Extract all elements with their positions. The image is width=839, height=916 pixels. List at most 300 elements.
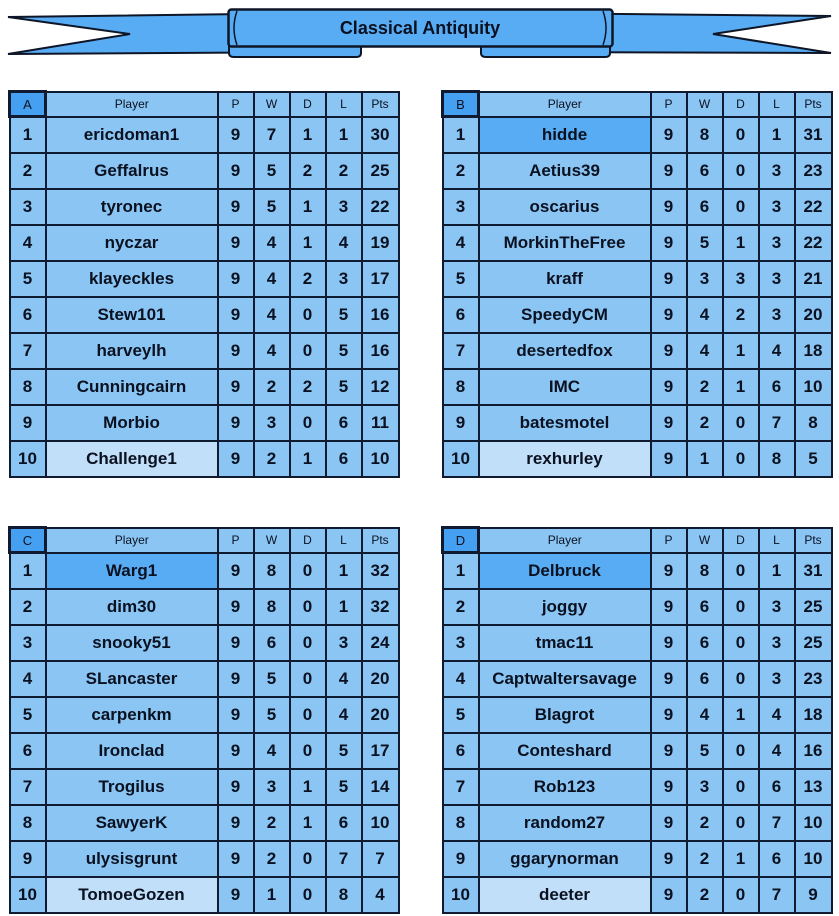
table-row (443, 297, 832, 333)
rank-cell: 10 (443, 877, 479, 913)
group-c-header (10, 528, 399, 553)
player-name-cell: SawyerK (46, 805, 218, 841)
wins-cell: 5 (687, 225, 723, 261)
player-name-cell: ulysisgrunt (46, 841, 218, 877)
points-cell: 20 (362, 697, 399, 733)
wins-cell: 2 (254, 369, 290, 405)
losses-cell: 7 (759, 805, 795, 841)
draws-cell: 0 (723, 553, 759, 590)
table-body (443, 117, 832, 478)
table-row (443, 877, 832, 913)
points-cell: 17 (362, 261, 399, 297)
rank-cell: 4 (443, 225, 479, 261)
played-cell: 9 (218, 261, 254, 297)
rank-cell: 3 (443, 189, 479, 225)
losses-column-header: L (759, 92, 795, 117)
losses-cell: 1 (326, 589, 362, 625)
player-name-cell: rexhurley (479, 441, 651, 477)
rank-cell: 1 (10, 553, 46, 590)
rank-cell: 9 (443, 405, 479, 441)
wins-column-header: W (254, 528, 290, 553)
draws-cell: 0 (723, 805, 759, 841)
draws-cell: 1 (290, 225, 326, 261)
draws-cell: 2 (290, 153, 326, 189)
losses-cell: 3 (759, 225, 795, 261)
wins-cell: 7 (254, 117, 290, 154)
points-cell: 10 (795, 805, 832, 841)
table-row (10, 877, 399, 913)
draws-cell: 2 (290, 261, 326, 297)
wins-cell: 5 (254, 661, 290, 697)
rank-cell: 2 (443, 153, 479, 189)
player-name-cell: SpeedyCM (479, 297, 651, 333)
header-row (443, 528, 832, 553)
table-row (10, 369, 399, 405)
draws-column-header: D (723, 92, 759, 117)
losses-cell: 3 (759, 661, 795, 697)
player-name-cell: joggy (479, 589, 651, 625)
player-name-cell: SLancaster (46, 661, 218, 697)
played-cell: 9 (218, 553, 254, 590)
rank-cell: 8 (10, 369, 46, 405)
draws-cell: 1 (290, 441, 326, 477)
player-name-cell: klayeckles (46, 261, 218, 297)
rank-cell: 4 (10, 225, 46, 261)
losses-cell: 5 (326, 769, 362, 805)
player-name-cell: carpenkm (46, 697, 218, 733)
wins-cell: 4 (687, 697, 723, 733)
rank-cell: 10 (443, 441, 479, 477)
player-name-cell: dim30 (46, 589, 218, 625)
table-row (443, 153, 832, 189)
wins-cell: 6 (687, 189, 723, 225)
rank-cell: 1 (10, 117, 46, 154)
draws-cell: 0 (723, 405, 759, 441)
table-row (10, 441, 399, 477)
rank-cell: 2 (10, 589, 46, 625)
losses-cell: 3 (759, 297, 795, 333)
losses-column-header: L (326, 528, 362, 553)
played-cell: 9 (218, 297, 254, 333)
points-cell: 21 (795, 261, 832, 297)
wins-cell: 3 (687, 261, 723, 297)
points-cell: 7 (362, 841, 399, 877)
table-body (443, 553, 832, 914)
table-row (10, 841, 399, 877)
table-row (10, 553, 399, 590)
losses-column-header: L (759, 528, 795, 553)
wins-cell: 3 (687, 769, 723, 805)
played-cell: 9 (651, 189, 687, 225)
points-cell: 22 (795, 225, 832, 261)
losses-cell: 4 (326, 697, 362, 733)
played-cell: 9 (218, 405, 254, 441)
rank-cell: 10 (10, 877, 46, 913)
rank-cell: 3 (10, 189, 46, 225)
losses-cell: 6 (759, 769, 795, 805)
played-cell: 9 (218, 661, 254, 697)
losses-cell: 1 (326, 117, 362, 154)
wins-cell: 3 (254, 769, 290, 805)
wins-cell: 8 (254, 553, 290, 590)
wins-cell: 8 (687, 553, 723, 590)
losses-cell: 5 (326, 369, 362, 405)
wins-column-header: W (254, 92, 290, 117)
player-name-cell: oscarius (479, 189, 651, 225)
wins-cell: 5 (254, 697, 290, 733)
played-cell: 9 (218, 153, 254, 189)
wins-cell: 2 (687, 405, 723, 441)
player-name-cell: MorkinTheFree (479, 225, 651, 261)
losses-cell: 7 (326, 841, 362, 877)
draws-cell: 1 (723, 697, 759, 733)
points-cell: 24 (362, 625, 399, 661)
banner-title: Classical Antiquity (339, 18, 501, 38)
rank-cell: 7 (10, 769, 46, 805)
points-column-header: Pts (362, 92, 399, 117)
player-name-cell: Warg1 (46, 553, 218, 590)
losses-cell: 3 (759, 189, 795, 225)
player-column-header: Player (479, 92, 651, 117)
group-b-header (443, 92, 832, 117)
losses-cell: 4 (326, 225, 362, 261)
table-row (10, 589, 399, 625)
played-cell: 9 (651, 153, 687, 189)
player-name-cell: ggarynorman (479, 841, 651, 877)
losses-cell: 1 (759, 117, 795, 154)
draws-cell: 0 (290, 553, 326, 590)
losses-cell: 4 (326, 661, 362, 697)
points-column-header: Pts (795, 528, 832, 553)
points-cell: 16 (795, 733, 832, 769)
rank-cell: 3 (10, 625, 46, 661)
played-cell: 9 (218, 697, 254, 733)
played-cell: 9 (218, 841, 254, 877)
points-cell: 30 (362, 117, 399, 154)
player-name-cell: harveylh (46, 333, 218, 369)
rank-cell: 8 (443, 369, 479, 405)
table-row (443, 697, 832, 733)
points-cell: 10 (362, 805, 399, 841)
played-cell: 9 (218, 441, 254, 477)
player-name-cell: nyczar (46, 225, 218, 261)
points-cell: 25 (795, 625, 832, 661)
draws-cell: 0 (723, 117, 759, 154)
played-cell: 9 (218, 189, 254, 225)
played-cell: 9 (651, 697, 687, 733)
table-row (10, 697, 399, 733)
wins-cell: 1 (687, 441, 723, 477)
draws-cell: 0 (290, 625, 326, 661)
wins-cell: 6 (687, 625, 723, 661)
losses-cell: 4 (759, 333, 795, 369)
played-cell: 9 (218, 117, 254, 154)
wins-cell: 2 (687, 877, 723, 913)
wins-cell: 5 (687, 733, 723, 769)
wins-cell: 4 (254, 333, 290, 369)
points-cell: 14 (362, 769, 399, 805)
rank-cell: 6 (10, 733, 46, 769)
played-cell: 9 (218, 225, 254, 261)
losses-cell: 5 (326, 333, 362, 369)
draws-cell: 1 (290, 117, 326, 154)
points-cell: 22 (362, 189, 399, 225)
points-column-header: Pts (795, 92, 832, 117)
played-cell: 9 (651, 877, 687, 913)
wins-cell: 5 (254, 189, 290, 225)
banner-ribbon (0, 0, 839, 62)
table-row (443, 589, 832, 625)
draws-cell: 1 (290, 769, 326, 805)
losses-cell: 3 (759, 153, 795, 189)
player-name-cell: Stew101 (46, 297, 218, 333)
played-cell: 9 (218, 733, 254, 769)
losses-cell: 8 (759, 441, 795, 477)
played-cell: 9 (651, 805, 687, 841)
played-cell: 9 (651, 553, 687, 590)
player-name-cell: Ironclad (46, 733, 218, 769)
wins-cell: 2 (687, 805, 723, 841)
points-cell: 22 (795, 189, 832, 225)
table-row (443, 661, 832, 697)
draws-column-header: D (290, 92, 326, 117)
rank-cell: 5 (443, 697, 479, 733)
played-cell: 9 (651, 733, 687, 769)
table-row (443, 553, 832, 590)
points-cell: 32 (362, 589, 399, 625)
wins-cell: 8 (254, 589, 290, 625)
table-row (10, 225, 399, 261)
losses-cell: 7 (759, 877, 795, 913)
played-cell: 9 (651, 589, 687, 625)
table-row (443, 189, 832, 225)
draws-column-header: D (723, 528, 759, 553)
points-cell: 25 (795, 589, 832, 625)
rank-cell: 5 (443, 261, 479, 297)
points-cell: 18 (795, 697, 832, 733)
player-name-cell: ericdoman1 (46, 117, 218, 154)
player-name-cell: Cunningcairn (46, 369, 218, 405)
losses-cell: 5 (326, 733, 362, 769)
played-cell: 9 (651, 261, 687, 297)
table-row (10, 805, 399, 841)
rank-cell: 5 (10, 261, 46, 297)
wins-cell: 2 (687, 841, 723, 877)
losses-column-header: L (326, 92, 362, 117)
player-column-header: Player (46, 92, 218, 117)
points-cell: 4 (362, 877, 399, 913)
wins-cell: 1 (254, 877, 290, 913)
table-row (443, 769, 832, 805)
rank-cell: 2 (443, 589, 479, 625)
header-row (443, 92, 832, 117)
table-row (10, 189, 399, 225)
player-name-cell: tyronec (46, 189, 218, 225)
played-cell: 9 (651, 297, 687, 333)
draws-cell: 0 (290, 733, 326, 769)
played-column-header: P (651, 528, 687, 553)
played-cell: 9 (218, 625, 254, 661)
wins-cell: 6 (254, 625, 290, 661)
points-cell: 31 (795, 117, 832, 154)
draws-cell: 3 (723, 261, 759, 297)
player-name-cell: tmac11 (479, 625, 651, 661)
played-cell: 9 (218, 333, 254, 369)
table-row (443, 369, 832, 405)
wins-cell: 3 (254, 405, 290, 441)
wins-cell: 2 (254, 805, 290, 841)
wins-column-header: W (687, 528, 723, 553)
played-cell: 9 (218, 877, 254, 913)
points-cell: 32 (362, 553, 399, 590)
rank-cell: 1 (443, 553, 479, 590)
rank-cell: 2 (10, 153, 46, 189)
wins-cell: 2 (687, 369, 723, 405)
table-row (443, 333, 832, 369)
wins-cell: 6 (687, 153, 723, 189)
points-column-header: Pts (362, 528, 399, 553)
player-name-cell: Conteshard (479, 733, 651, 769)
draws-cell: 0 (290, 405, 326, 441)
losses-cell: 7 (759, 405, 795, 441)
points-cell: 19 (362, 225, 399, 261)
player-name-cell: Challenge1 (46, 441, 218, 477)
draws-cell: 0 (723, 661, 759, 697)
table-row (443, 225, 832, 261)
group-a-header (10, 92, 399, 117)
rank-cell: 7 (443, 333, 479, 369)
rank-cell: 10 (10, 441, 46, 477)
group-letter-header: C (10, 528, 46, 553)
player-name-cell: Geffalrus (46, 153, 218, 189)
played-cell: 9 (651, 225, 687, 261)
played-cell: 9 (651, 369, 687, 405)
table-row (443, 841, 832, 877)
losses-cell: 2 (326, 153, 362, 189)
wins-column-header: W (687, 92, 723, 117)
wins-cell: 6 (687, 589, 723, 625)
table-body (10, 117, 399, 478)
header-row (10, 92, 399, 117)
wins-cell: 4 (254, 297, 290, 333)
played-cell: 9 (651, 117, 687, 154)
group-d-table (441, 526, 833, 914)
player-name-cell: random27 (479, 805, 651, 841)
draws-cell: 0 (290, 333, 326, 369)
table-row (443, 405, 832, 441)
draws-cell: 0 (290, 877, 326, 913)
losses-cell: 4 (759, 697, 795, 733)
rank-cell: 6 (10, 297, 46, 333)
points-cell: 16 (362, 333, 399, 369)
player-name-cell: batesmotel (479, 405, 651, 441)
losses-cell: 5 (326, 297, 362, 333)
draws-cell: 1 (723, 225, 759, 261)
draws-cell: 0 (723, 589, 759, 625)
player-name-cell: Trogilus (46, 769, 218, 805)
table-row (443, 261, 832, 297)
rank-cell: 8 (10, 805, 46, 841)
draws-cell: 0 (290, 841, 326, 877)
draws-cell: 0 (723, 733, 759, 769)
draws-cell: 0 (723, 189, 759, 225)
wins-cell: 6 (687, 661, 723, 697)
losses-cell: 6 (759, 369, 795, 405)
table-row (10, 261, 399, 297)
points-cell: 13 (795, 769, 832, 805)
table-row (10, 769, 399, 805)
table-row (10, 733, 399, 769)
wins-cell: 5 (254, 153, 290, 189)
losses-cell: 3 (326, 189, 362, 225)
rank-cell: 8 (443, 805, 479, 841)
player-column-header: Player (479, 528, 651, 553)
player-name-cell: kraff (479, 261, 651, 297)
title-banner (0, 0, 839, 62)
table-row (443, 441, 832, 477)
group-c-table (8, 526, 400, 914)
played-cell: 9 (651, 841, 687, 877)
player-name-cell: snooky51 (46, 625, 218, 661)
draws-cell: 1 (723, 369, 759, 405)
table-row (10, 625, 399, 661)
played-column-header: P (218, 528, 254, 553)
losses-cell: 1 (326, 553, 362, 590)
rank-cell: 6 (443, 733, 479, 769)
losses-cell: 3 (759, 589, 795, 625)
draws-cell: 0 (290, 589, 326, 625)
rank-cell: 9 (10, 405, 46, 441)
group-letter-header: A (10, 92, 46, 117)
group-a-table (8, 90, 400, 478)
losses-cell: 6 (326, 405, 362, 441)
rank-cell: 6 (443, 297, 479, 333)
points-cell: 31 (795, 553, 832, 590)
draws-cell: 0 (723, 441, 759, 477)
losses-cell: 6 (326, 441, 362, 477)
wins-cell: 4 (687, 297, 723, 333)
league-tables (0, 62, 839, 914)
played-column-header: P (218, 92, 254, 117)
points-cell: 20 (795, 297, 832, 333)
table-row (10, 661, 399, 697)
points-cell: 20 (362, 661, 399, 697)
wins-cell: 4 (254, 261, 290, 297)
group-d-header (443, 528, 832, 553)
player-name-cell: Captwaltersavage (479, 661, 651, 697)
group-letter-header: D (443, 528, 479, 553)
draws-column-header: D (290, 528, 326, 553)
table-body (10, 553, 399, 914)
player-name-cell: desertedfox (479, 333, 651, 369)
points-cell: 10 (795, 841, 832, 877)
draws-cell: 1 (290, 189, 326, 225)
losses-cell: 3 (759, 625, 795, 661)
group-letter-header: B (443, 92, 479, 117)
points-cell: 10 (795, 369, 832, 405)
rank-cell: 3 (443, 625, 479, 661)
losses-cell: 4 (759, 733, 795, 769)
table-row (10, 297, 399, 333)
points-cell: 25 (362, 153, 399, 189)
table-row (443, 625, 832, 661)
wins-cell: 2 (254, 441, 290, 477)
player-name-cell: deeter (479, 877, 651, 913)
player-name-cell: Rob123 (479, 769, 651, 805)
played-cell: 9 (218, 369, 254, 405)
wins-cell: 8 (687, 117, 723, 154)
points-cell: 10 (362, 441, 399, 477)
